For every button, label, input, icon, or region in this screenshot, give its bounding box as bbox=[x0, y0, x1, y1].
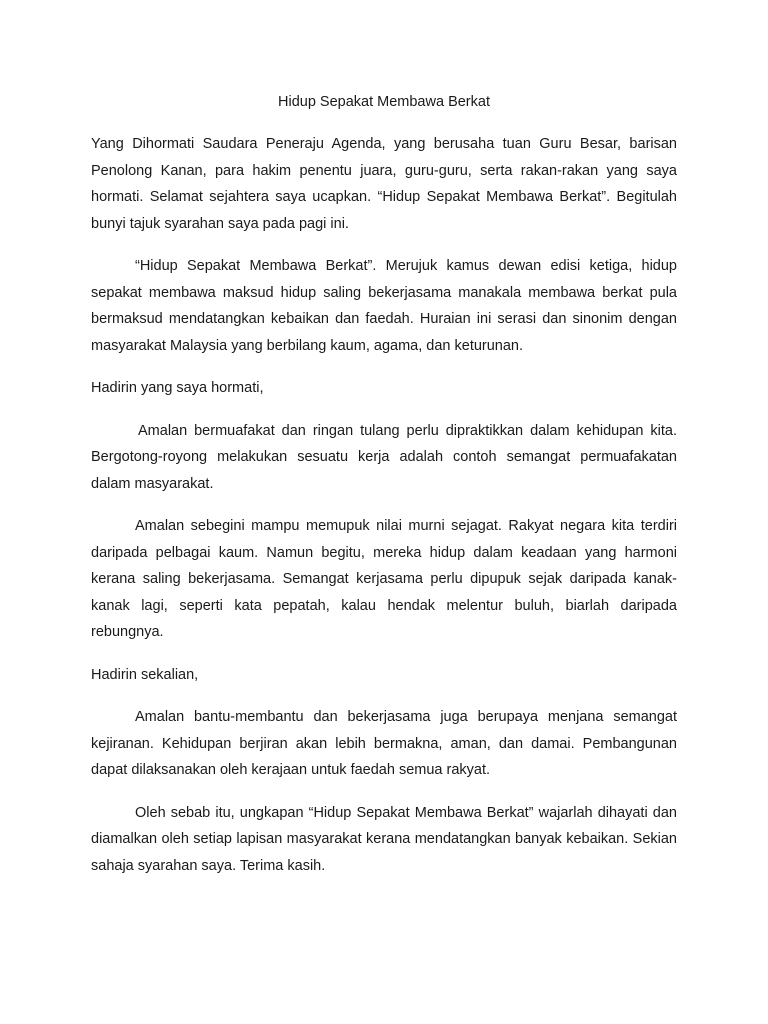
paragraph-salutation-1: Hadirin yang saya hormati, bbox=[91, 380, 264, 396]
document-body bbox=[91, 131, 677, 895]
paragraph-definition: “Hidup Sepakat Membawa Berkat”. Merujuk kamus dewan edisi ketiga, hidup sepakat membawa maksud hidup saling bekerjasama manakala membawa berkat pula bermaksud mendatangkan kebaikan dan faedah. Huraian ini serasi dan sinonim dengan masyarakat Malaysia yang berbilang kaum, agama, dan keturunan. bbox=[91, 258, 677, 354]
paragraph-values: Amalan sebegini mampu memupuk nilai murni sejagat. Rakyat negara kita terdiri daripada pelbagai kaum. Namun begitu, mereka hidup dalam keadaan yang harmoni kerana saling bekerjasama. Semangat kerjasama perlu dipupuk sejak daripada kanak-kanak lagi, seperti kata pepatah, kalau hendak melentur buluh, biarlah daripada rebungnya. bbox=[91, 518, 677, 640]
paragraph-cooperation: Amalan bermuafakat dan ringan tulang perlu dipraktikkan dalam kehidupan kita. Bergotong-royong melakukan sesuatu kerja adalah contoh semangat permuafakatan dalam masyarakat. bbox=[91, 422, 677, 492]
paragraph-salutation-2: Hadirin sekalian, bbox=[91, 666, 199, 683]
paragraph-opening: Yang Dihormati Saudara Peneraju Agenda, yang berusaha tuan Guru Besar, barisan Penolong Kanan, para hakim penentu juara, guru-guru, serta rakan-rakan yang saya hormati. Selamat sejahtera saya ucapkan. “Hidup Sepakat Membawa Berkat”. Begitulah bunyi tajuk syarahan saya pada pagi ini. bbox=[91, 136, 677, 232]
paragraph-closing: Oleh sebab itu, ungkapan “Hidup Sepakat Membawa Berkat” wajarlah dihayati dan diamalkan oleh setiap lapisan masyarakat kerana mendatangkan banyak kebaikan. Sekian sahaja syarahan saya. Terima kasih. bbox=[91, 804, 677, 874]
document-title: Hidup Sepakat Membawa Berkat bbox=[278, 94, 490, 110]
paragraph-neighbourhood: Amalan bantu-membantu dan bekerjasama juga berupaya menjana semangat kejiranan. Kehidupan berjiran akan lebih bermakna, aman, dan damai. Pembangunan dapat dilaksanakan oleh kerajaan untuk faedah semua rakyat. bbox=[91, 709, 677, 778]
